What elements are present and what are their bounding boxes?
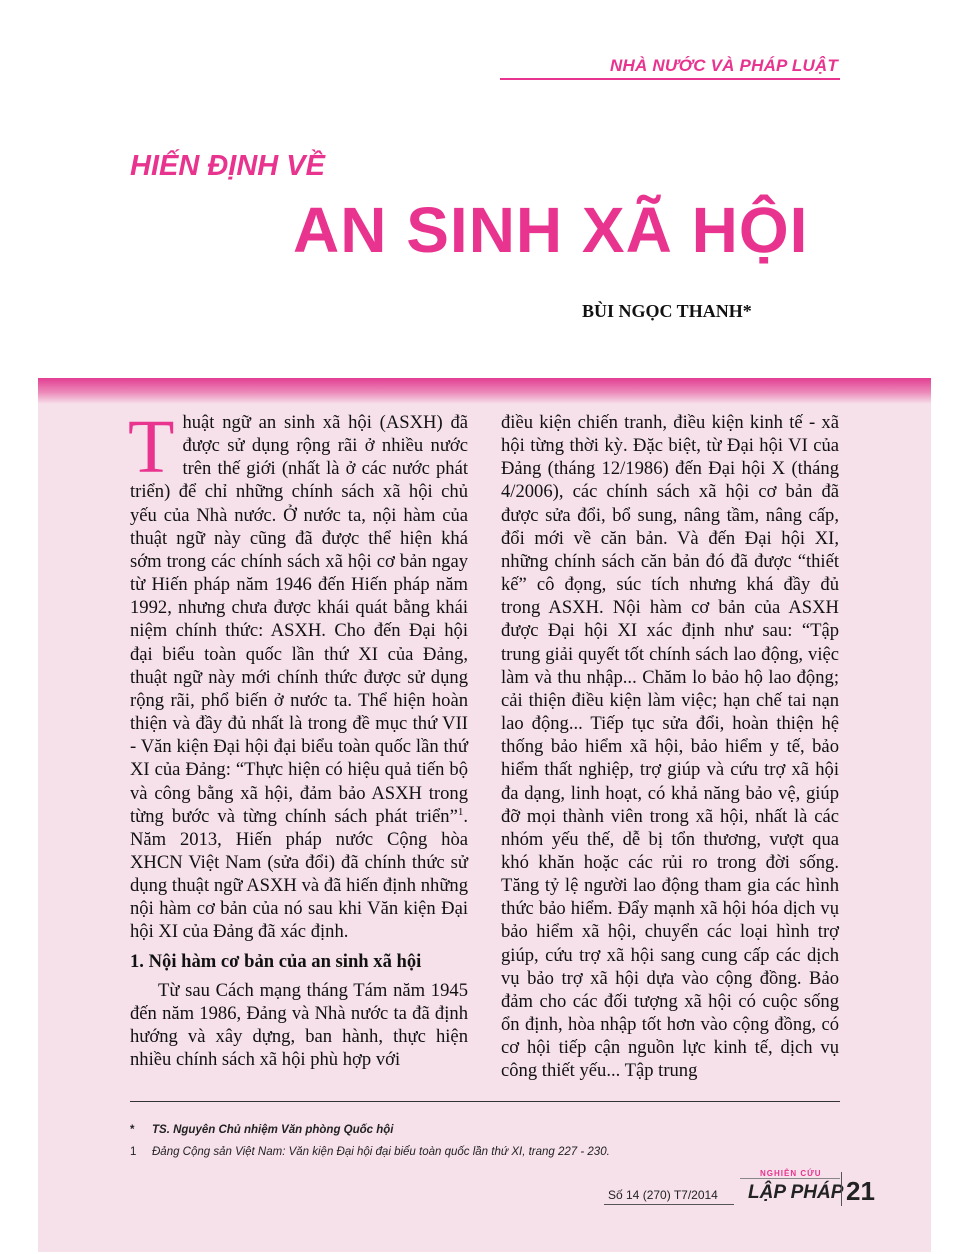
paragraph-continued: điều kiện chiến tranh, điều kiện kinh tế - xã hội từng thời kỳ. Đặc biệt, từ Đại hội VI của Đảng (tháng 12/1986) đến Đại hội X (tháng 4/2006), các chính sách xã hội cơ bản đã được sửa đổi, bổ sung, nâng tầm, nâng cấp, đổi mới về căn bản. Và đến Đại hội XI, những chính sách căn bản đó đã được “thiết kế” cô đọng, súc tích nhưng khá đầy đủ trong ASXH. Nội hàm cơ bản của ASXH được Đại hội XI xác định như sau: “Tập trung giải quyết tốt chính sách lao động, việc làm và thu nhập... Chăm lo bảo hộ lao động; cải thiện điều kiện làm việc; hạn chế tai nạn lao động... Tiếp tục sửa đổi, hoàn thiện hệ thống bảo hiểm xã hội, bảo hiểm y tế, bảo hiểm thất nghiệp, trợ giúp và cứu trợ xã hội đa dạng, linh hoạt, có khả năng bảo vệ, giúp đỡ mọi thành viên trong xã hội, nhất là các nhóm yếu thế, dễ bị tổn thương, vượt qua khó khăn hoặc các rủi ro trong đời sống. Tăng tỷ lệ người lao động tham gia các hình thức bảo hiểm. Đẩy mạnh xã hội hóa dịch vụ bảo hiểm xã hội, chuyển các loại hình trợ giúp, cứu trợ xã hội sang cung cấp các dịch vụ bảo trợ xã hội dựa vào cộng đồng. Bảo đảm cho các đối tượng xã hội có cuộc sống ổn định, hòa nhập tốt hơn vào cộng đồng, có cơ hội tiếp cận nguồn lực kinh tế, dịch vụ công thiết yếu... Tập trung [501,412,839,1082]
issue-info: Số 14 (270) T7/2014 [608,1188,718,1202]
footnote-mark: * [130,1124,135,1136]
paragraph-intro-text: huật ngữ an sinh xã hội (ASXH) đã được sử dụng rộng rãi ở nhiều nước trên thế giới (nhất là ở các nước phát triển) để chỉ những chính sách xã hội chủ yếu của Nhà nước. Ở nước ta, nội hàm của thuật ngữ này cũng đã được thể hiện khá sớm trong các chính sách xã hội cơ bản ngay từ Hiến pháp năm 1946 đến Hiến pháp năm 1992, nhưng chưa được khái quát bằng khái niệm chính thức: ASXH. Cho đến Đại hội đại biểu toàn quốc lần thứ XI của Đảng, thuật ngữ này mới chính thức được sử dụng rộng rãi, phổ biến ở nước ta. Thể hiện hoàn thiện và đầy đủ nhất là trong đề mục thứ VII - Văn kiện Đại hội đại biểu toàn quốc lần thứ XI của Đảng: “Thực hiện có hiệu quả tiến bộ và công bằng xã hội, đảm bảo ASXH trong từng bước và từng chính sách phát triển” [130,412,468,827]
paragraph-history: Từ sau Cách mạng tháng Tám năm 1945 đến năm 1986, Đảng và Nhà nước ta đã định hướng và xây dựng, ban hành, thực hiện nhiều chính sách xã hội phù hợp với [130,979,468,1071]
footnote-ref[interactable]: 1 [457,805,464,818]
issue-divider [604,1204,734,1205]
footnote-text: TS. Nguyên Chủ nhiệm Văn phòng Quốc hội [152,1124,394,1136]
page-number: 21 [846,1176,875,1206]
section-header [500,56,840,80]
section-header-label: NHÀ NƯỚC VÀ PHÁP LUẬT [610,56,838,75]
page-number-divider [841,1172,842,1206]
journal-logo: LẬP PHÁP [748,1182,844,1203]
footnote-1 [130,1146,610,1158]
footnote-author [130,1124,394,1136]
footnote-mark: 1 [130,1146,137,1158]
logo-divider [740,1178,840,1179]
paragraph-intro-tail: . Năm 2013, Hiến pháp nước Cộng hòa XHCN Việt Nam (sửa đổi) đã chính thức sử dụng thuật ngữ ASXH và đã hiến định những nội hàm cơ bản của nó sau khi Văn kiện Đại hội XI của Đảng đã xác định. [130,805,468,943]
footnote-divider [130,1101,840,1102]
right-column [501,411,839,1083]
drop-cap: T [128,405,175,489]
journal-logo-small: NGHIÊN CỨU [760,1169,822,1178]
left-column [128,405,468,1071]
panel-top-band [38,378,931,404]
article-kicker: HIẾN ĐỊNH VỀ [130,150,325,182]
article-headline: AN SINH XÃ HỘI [293,194,809,266]
section-heading: 1. Nội hàm cơ bản của an sinh xã hội [130,950,422,972]
article-author: BÙI NGỌC THANH* [582,301,752,321]
footnote-text: Đảng Cộng sản Việt Nam: Văn kiện Đại hội đại biểu toàn quốc lần thứ XI, trang 227 - 230. [152,1146,610,1158]
paragraph-intro [128,405,468,944]
